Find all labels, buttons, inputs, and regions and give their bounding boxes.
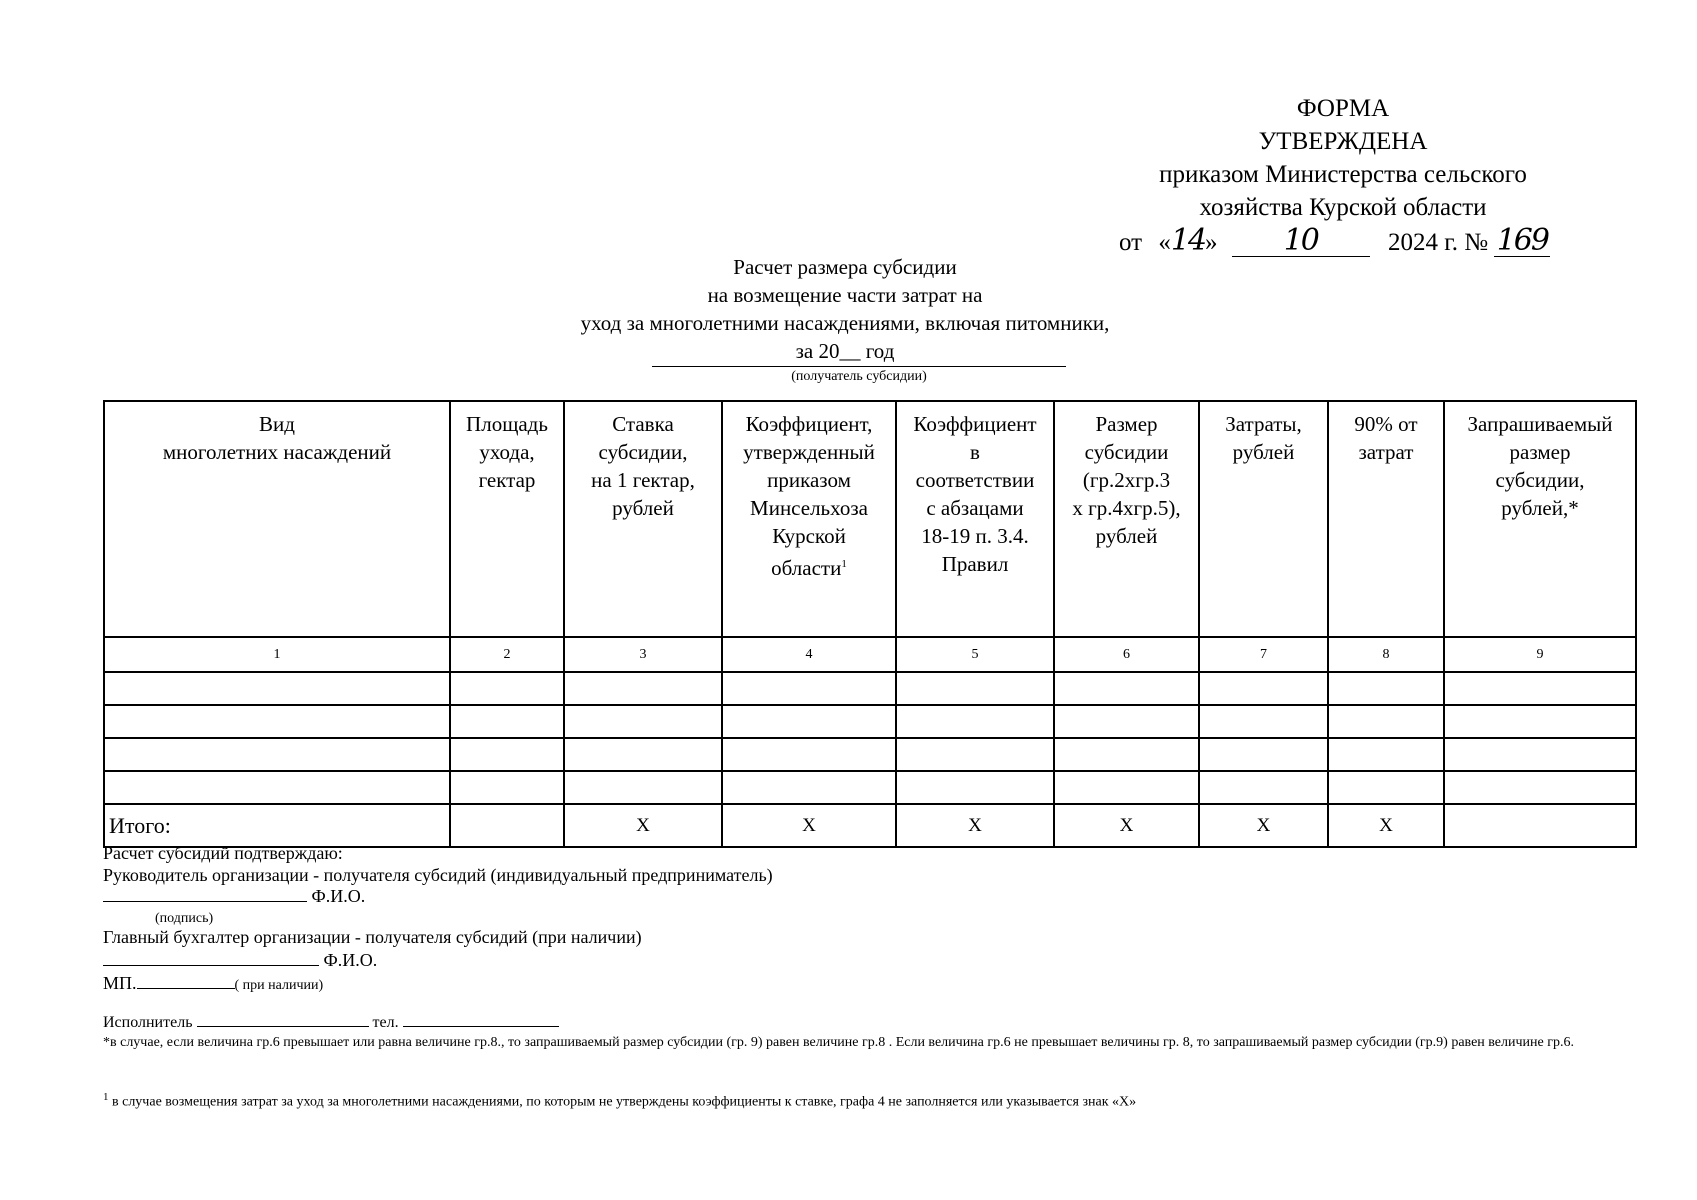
table-cell[interactable] <box>722 672 896 705</box>
header-cell: Ставка субсидии, на 1 гектар, рублей <box>564 401 722 637</box>
approval-day: 14 <box>1170 223 1206 258</box>
table-cell[interactable] <box>104 672 450 705</box>
approval-order-text: приказом Министерства сельского <box>1159 161 1527 188</box>
column-number-row <box>104 637 1636 672</box>
title-line-2: на возмещение части затрат на <box>707 283 983 307</box>
head-label: Руководитель организации - получателя субсидий (индивидуальный предприниматель) <box>103 865 773 885</box>
recipient-field <box>652 366 1066 386</box>
table-cell[interactable] <box>1199 672 1328 705</box>
header-row <box>104 401 1636 637</box>
subsidy-table <box>103 400 1637 848</box>
day-close-quote: » <box>1205 229 1218 256</box>
column-number: 6 <box>1054 637 1199 672</box>
table-cell[interactable] <box>450 738 564 771</box>
total-cell: Х <box>1328 804 1444 847</box>
table-cell[interactable] <box>564 672 722 705</box>
header-cell: Вид многолетних насаждений <box>104 401 450 637</box>
approval-ministry-text: хозяйства Курской области <box>1199 194 1487 221</box>
accountant-fio: Ф.И.О. <box>323 950 378 970</box>
table-cell[interactable] <box>104 705 450 738</box>
approval-year: 2024 г. № <box>1388 229 1489 256</box>
head-fio: Ф.И.О. <box>311 886 366 906</box>
seal-label: МП. <box>103 973 137 993</box>
head-signature-blank[interactable] <box>103 885 307 902</box>
table-cell[interactable] <box>1054 672 1199 705</box>
table-cell[interactable] <box>1328 672 1444 705</box>
approval-month: 10 <box>1232 226 1370 257</box>
table-cell[interactable] <box>722 771 896 804</box>
total-cell[interactable] <box>450 804 564 847</box>
table-cell[interactable] <box>1054 705 1199 738</box>
table-cell[interactable] <box>896 705 1054 738</box>
table-cell[interactable] <box>1054 771 1199 804</box>
approval-stamp <box>1113 92 1573 259</box>
table-cell[interactable] <box>104 771 450 804</box>
table-cell[interactable] <box>1444 738 1636 771</box>
header-cell: Коэффициент в соответствии с абзацами 18-19 п. 3.4. Правил <box>896 401 1054 637</box>
executor-blank[interactable] <box>197 1010 369 1027</box>
phone-label: тел. <box>372 1014 399 1031</box>
column-number: 1 <box>104 637 450 672</box>
accountant-label: Главный бухгалтер организации - получателя субсидий (при наличии) <box>103 927 642 947</box>
total-cell: Х <box>896 804 1054 847</box>
footnote-star <box>103 1033 1603 1052</box>
total-cell: Х <box>1199 804 1328 847</box>
total-row <box>104 804 1636 847</box>
table-cell[interactable] <box>1328 771 1444 804</box>
approval-form-label: ФОРМА <box>1296 95 1390 122</box>
recipient-line <box>652 366 1066 367</box>
column-number: 9 <box>1444 637 1636 672</box>
header-cell: Затраты, рублей <box>1199 401 1328 637</box>
approval-approved-label: УТВЕРЖДЕНА <box>1258 128 1428 155</box>
table-cell[interactable] <box>1444 771 1636 804</box>
accountant-signature-blank[interactable] <box>103 949 319 966</box>
table-cell[interactable] <box>1444 705 1636 738</box>
table-cell[interactable] <box>450 705 564 738</box>
table-cell[interactable] <box>564 771 722 804</box>
table-cell[interactable] <box>896 672 1054 705</box>
total-cell: Х <box>564 804 722 847</box>
title-line-4: за 20__ год <box>795 339 895 363</box>
table-row <box>104 672 1636 705</box>
title-line-1: Расчет размера субсидии <box>733 255 957 279</box>
header-cell: Площадь ухода, гектар <box>450 401 564 637</box>
table-cell[interactable] <box>722 705 896 738</box>
document-title <box>420 253 1270 365</box>
header-cell: Размер субсидии (гр.2хгр.3 х гр.4хгр.5), рублей <box>1054 401 1199 637</box>
table-cell[interactable] <box>564 738 722 771</box>
total-label: Итого: <box>104 804 450 847</box>
column-number: 4 <box>722 637 896 672</box>
recipient-caption: (получатель субсидии) <box>791 369 927 384</box>
column-number: 2 <box>450 637 564 672</box>
table-cell[interactable] <box>1328 705 1444 738</box>
signature-caption: (подпись) <box>155 911 214 926</box>
footnote-one <box>103 1088 1603 1112</box>
footnote-one-text: в случае возмещения затрат за уход за многолетними насаждениями, по которым не утверждены коэффициенты к ставке, графа 4 не заполняется или указывается знак «Х» <box>108 1094 1137 1110</box>
table-cell[interactable] <box>1054 738 1199 771</box>
seal-blank[interactable] <box>137 972 235 989</box>
header-cell: Запрашиваемый размер субсидии, рублей,* <box>1444 401 1636 637</box>
approval-order-number: 169 <box>1494 226 1550 257</box>
seal-note: ( при наличии) <box>234 978 324 993</box>
table-row <box>104 771 1636 804</box>
executor-line <box>103 1010 559 1034</box>
accountant-signature-line <box>103 949 377 971</box>
table-row <box>104 738 1636 771</box>
table-cell[interactable] <box>1199 738 1328 771</box>
column-number: 5 <box>896 637 1054 672</box>
column-number: 8 <box>1328 637 1444 672</box>
table-row <box>104 705 1636 738</box>
total-cell: Х <box>1054 804 1199 847</box>
seal-line <box>103 972 323 997</box>
column-number: 3 <box>564 637 722 672</box>
table-cell[interactable] <box>450 771 564 804</box>
title-line-3: уход за многолетними насаждениями, включая питомники, <box>580 311 1110 335</box>
total-cell[interactable] <box>1444 804 1636 847</box>
head-signature-line <box>103 885 365 907</box>
phone-blank[interactable] <box>403 1010 559 1027</box>
column-number: 7 <box>1199 637 1328 672</box>
table-cell[interactable] <box>1444 672 1636 705</box>
footnote-star-text: в случае, если величина гр.6 превышает или равна величине гр.8., то запрашиваемый размер субсидии (гр. 9) равен величине гр.8 . Если величина гр.6 не превышает величины гр. 8, то запрашиваемый размер субсидии (гр.9) равен величине гр.6. <box>110 1035 1574 1050</box>
table-cell[interactable] <box>1328 738 1444 771</box>
footnote-one-mark: 1 <box>103 1091 109 1103</box>
table-cell[interactable] <box>722 738 896 771</box>
footnote-star-mark: * <box>103 1035 110 1050</box>
date-prefix: от <box>1119 229 1143 256</box>
total-cell: Х <box>722 804 896 847</box>
confirm-text: Расчет субсидий подтверждаю: <box>103 843 343 863</box>
table-cell[interactable] <box>450 672 564 705</box>
executor-label: Исполнитель <box>103 1014 193 1031</box>
table-cell[interactable] <box>104 738 450 771</box>
table-cell[interactable] <box>896 771 1054 804</box>
table-cell[interactable] <box>1199 771 1328 804</box>
table-cell[interactable] <box>1199 705 1328 738</box>
header-cell: 90% от затрат <box>1328 401 1444 637</box>
day-open-quote: « <box>1158 229 1171 256</box>
header-cell: Коэффициент, утвержденный приказом Минсельхоза Курской области$^1$ <box>722 401 896 637</box>
table-cell[interactable] <box>896 738 1054 771</box>
table-cell[interactable] <box>564 705 722 738</box>
footnote-ref: 1 <box>841 558 847 570</box>
